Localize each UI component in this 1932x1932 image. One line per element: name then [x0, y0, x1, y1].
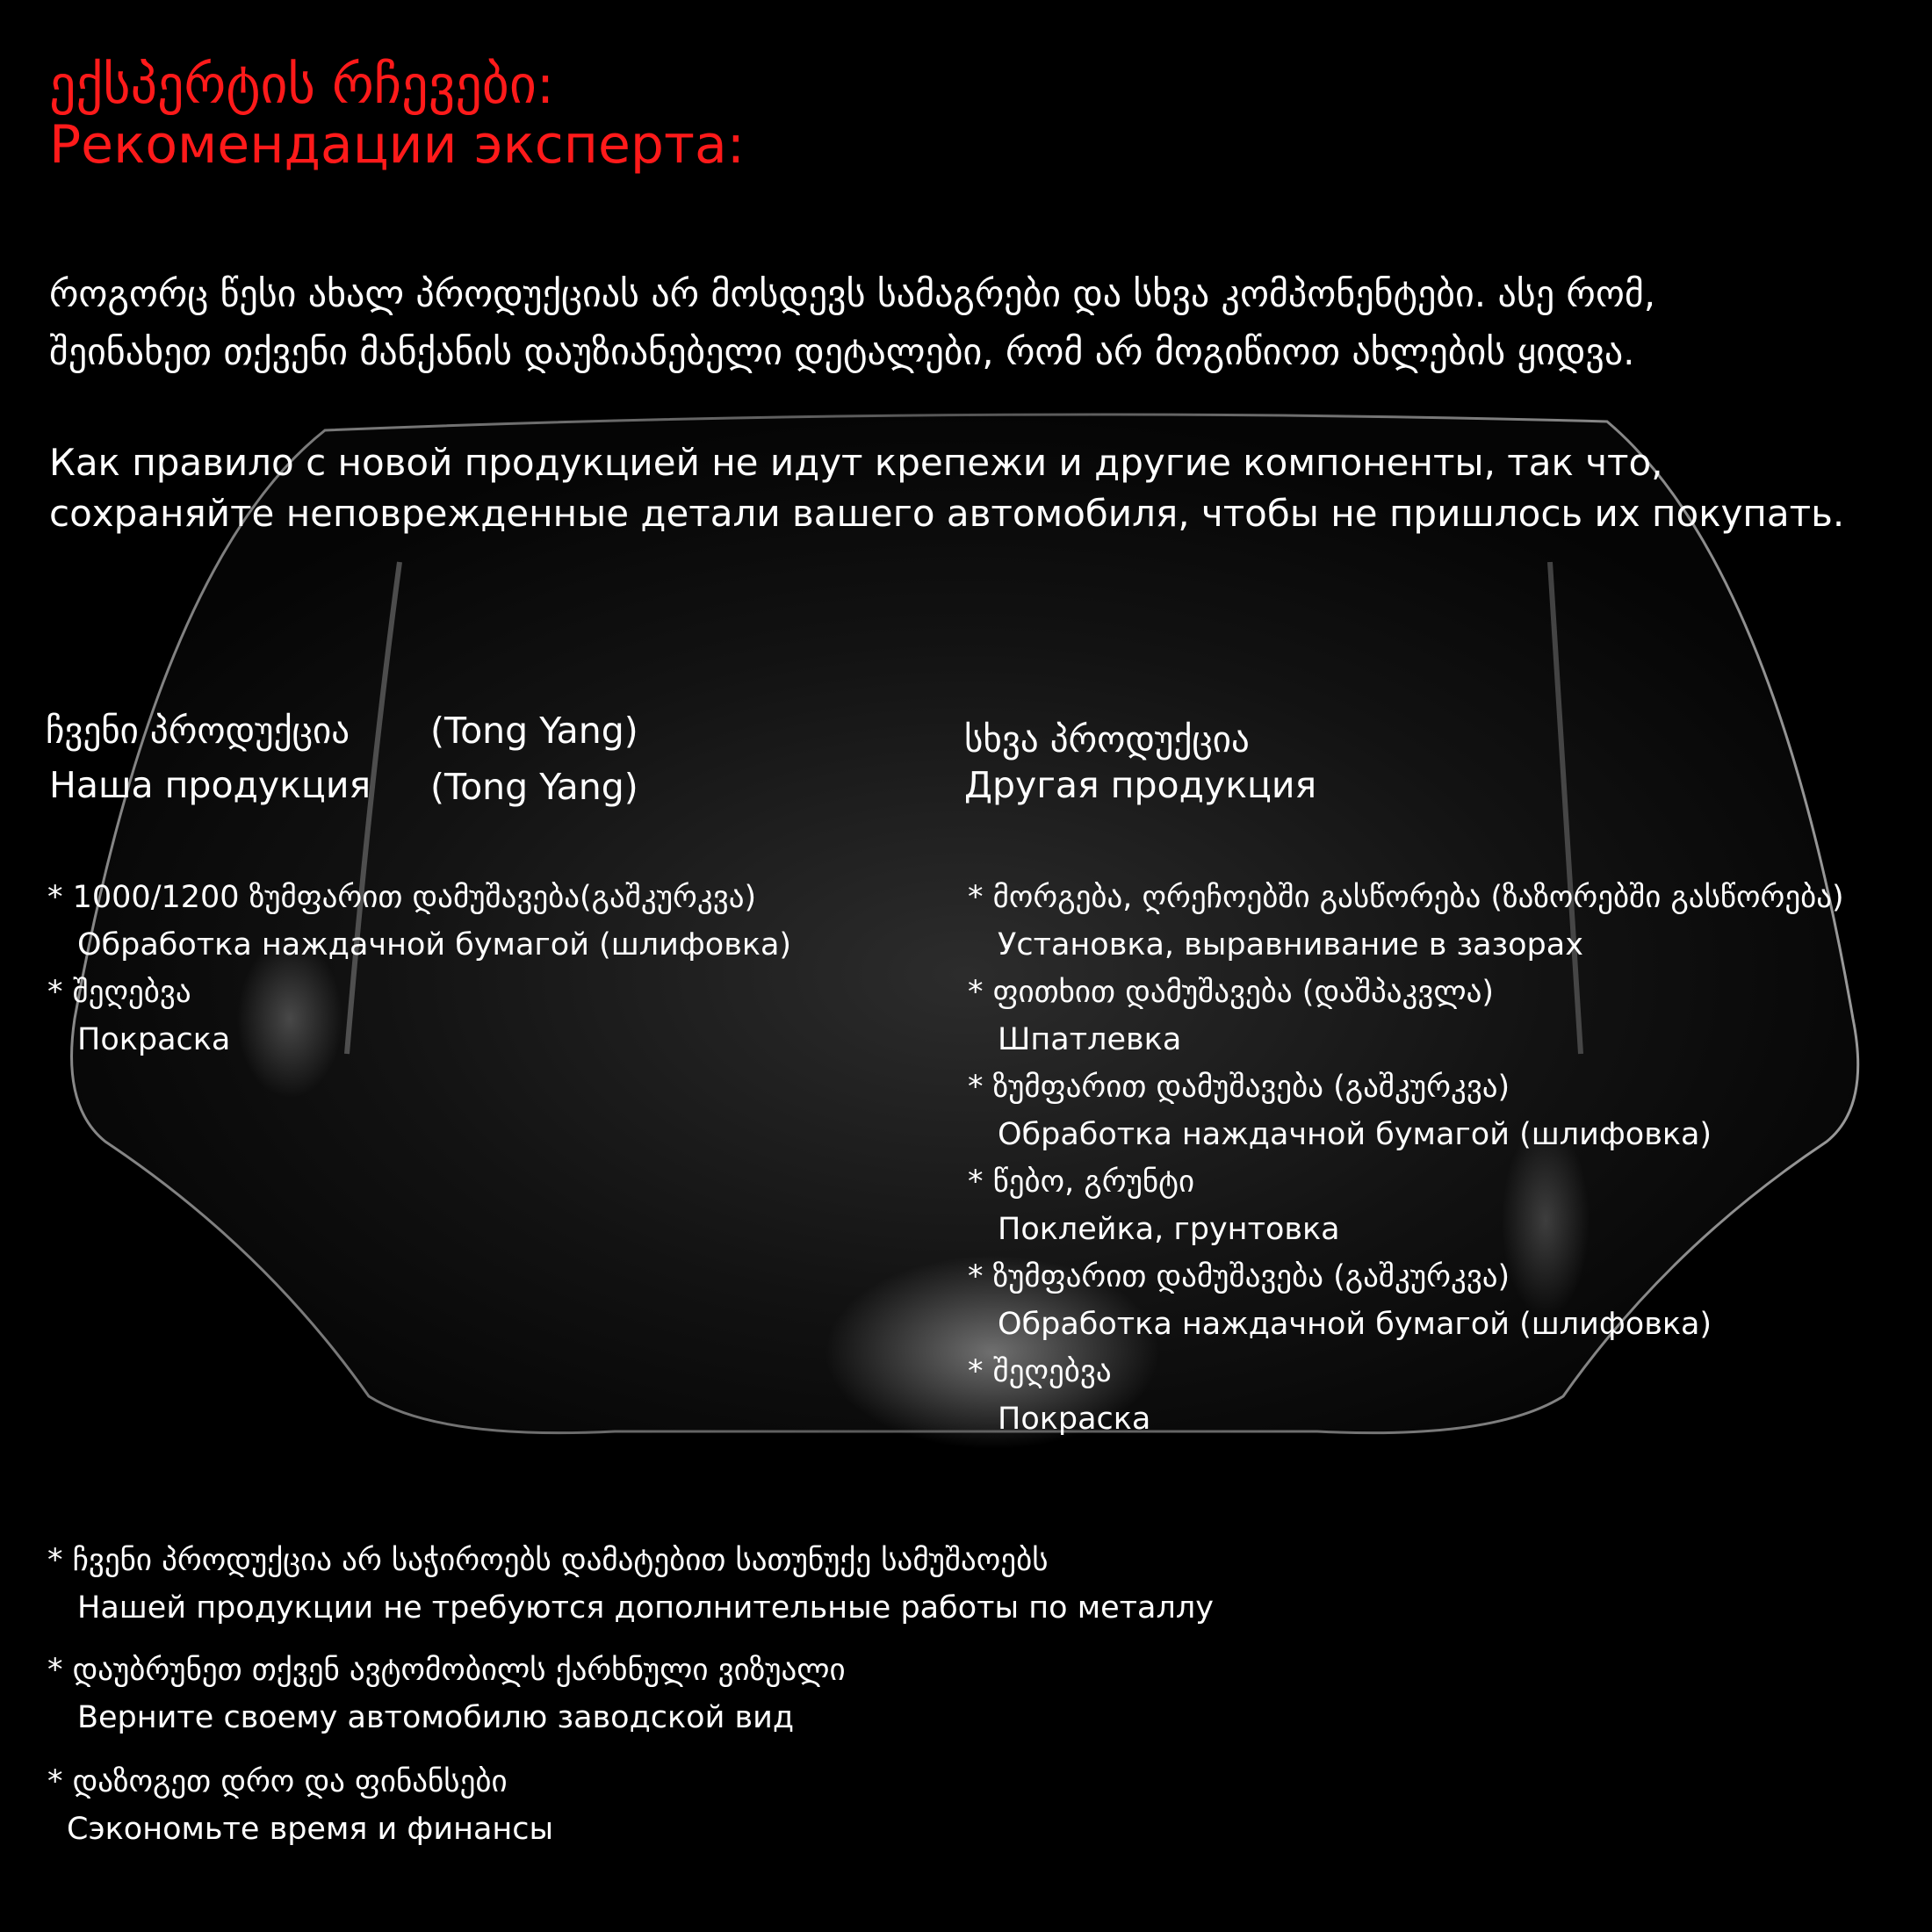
- intro-ru-line-2: сохраняйте неповрежденные детали вашего автомобиля, чтобы не пришлось их покупать.: [49, 492, 1845, 535]
- benefit-3: [47, 1758, 553, 1853]
- list-item-ka: * შეღებვა: [968, 1354, 1112, 1389]
- list-item-ka: * წებო, გრუნტი: [968, 1164, 1195, 1200]
- benefit-ka: * დაუბრუნეთ თქვენ ავტომობილს ქარხნული ვიზუალი: [47, 1653, 846, 1688]
- benefit-1: [47, 1537, 1214, 1632]
- our-product-list: [47, 874, 791, 1063]
- heading-ka: ექსპერტის რჩევები:: [49, 54, 555, 116]
- our-product-title-ka: ჩვენი პროდუქცია: [46, 710, 350, 752]
- benefit-2: [47, 1647, 846, 1741]
- intro-ka-line-2: შეინახეთ თქვენი მანქანის დაუზიანებელი დეტალები, რომ არ მოგიწიოთ ახლების ყიდვა.: [49, 330, 1635, 373]
- benefit-ka: * დაზოგეთ დრო და ფინანსები: [47, 1764, 508, 1799]
- list-item-ru: Обработка наждачной бумагой (шлифовка): [998, 1117, 1712, 1152]
- list-item-ka: * ფითხით დამუშავება (დაშპაკვლა): [968, 975, 1494, 1010]
- our-product-title-ru: Наша продукция: [49, 764, 371, 806]
- list-item-ru: Покраска: [77, 1022, 231, 1057]
- list-item: [968, 1253, 1844, 1348]
- list-item: [968, 1348, 1844, 1443]
- intro-ru-line-1: Как правило с новой продукцией не идут крепежи и другие компоненты, так что,: [49, 441, 1663, 484]
- benefit-ka: * ჩვენი პროდუქცია არ საჭიროებს დამატებით სათუნუქე სამუშაოებს: [47, 1543, 1049, 1578]
- list-item-ka: * შეღებვა: [47, 975, 191, 1010]
- list-item-ka: * ზუმფარით დამუშავება (გაშკურკვა): [968, 1070, 1510, 1105]
- list-item-ru: Поклейка, грунтовка: [998, 1212, 1340, 1247]
- benefit-ru: Верните своему автомобилю заводской вид: [77, 1700, 795, 1735]
- list-item-ka: * მორგება, ღრეჩოებში გასწორება (ზაზორებში გასწორება): [968, 880, 1844, 915]
- list-item-ru: Покраска: [998, 1402, 1151, 1437]
- list-item-ka: * ზუმფარით დამუშავება (გაშკურკვა): [968, 1259, 1510, 1294]
- list-item-ka: * 1000/1200 ზუმფარით დამუშავება(გაშკურკვა): [47, 880, 757, 915]
- list-item: [968, 1063, 1844, 1158]
- heading-ru: Рекомендации эксперта:: [49, 114, 745, 176]
- other-product-title-ka: სხვა პროდუქცია: [964, 718, 1250, 761]
- our-product-brand-2: (Tong Yang): [430, 766, 638, 808]
- list-item: [47, 969, 791, 1063]
- list-item: [968, 874, 1844, 969]
- benefit-ru: Сэкономьте время и финансы: [67, 1812, 554, 1847]
- list-item: [968, 969, 1844, 1063]
- other-product-title-ru: Другая продукция: [964, 764, 1317, 806]
- list-item: [47, 874, 791, 969]
- benefit-ru: Нашей продукции не требуются дополнительные работы по металлу: [77, 1590, 1214, 1626]
- list-item-ru: Шпатлевка: [998, 1022, 1182, 1057]
- list-item-ru: Установка, выравнивание в зазорах: [998, 927, 1583, 962]
- list-item-ru: Обработка наждачной бумагой (шлифовка): [998, 1307, 1712, 1342]
- list-item-ru: Обработка наждачной бумагой (шлифовка): [77, 927, 792, 962]
- list-item: [968, 1158, 1844, 1253]
- our-product-brand-1: (Tong Yang): [430, 710, 638, 752]
- other-product-list: [968, 874, 1844, 1443]
- intro-ka-line-1: როგორც წესი ახალ პროდუქციას არ მოსდევს სამაგრები და სხვა კომპონენტები. ასე რომ,: [49, 272, 1656, 315]
